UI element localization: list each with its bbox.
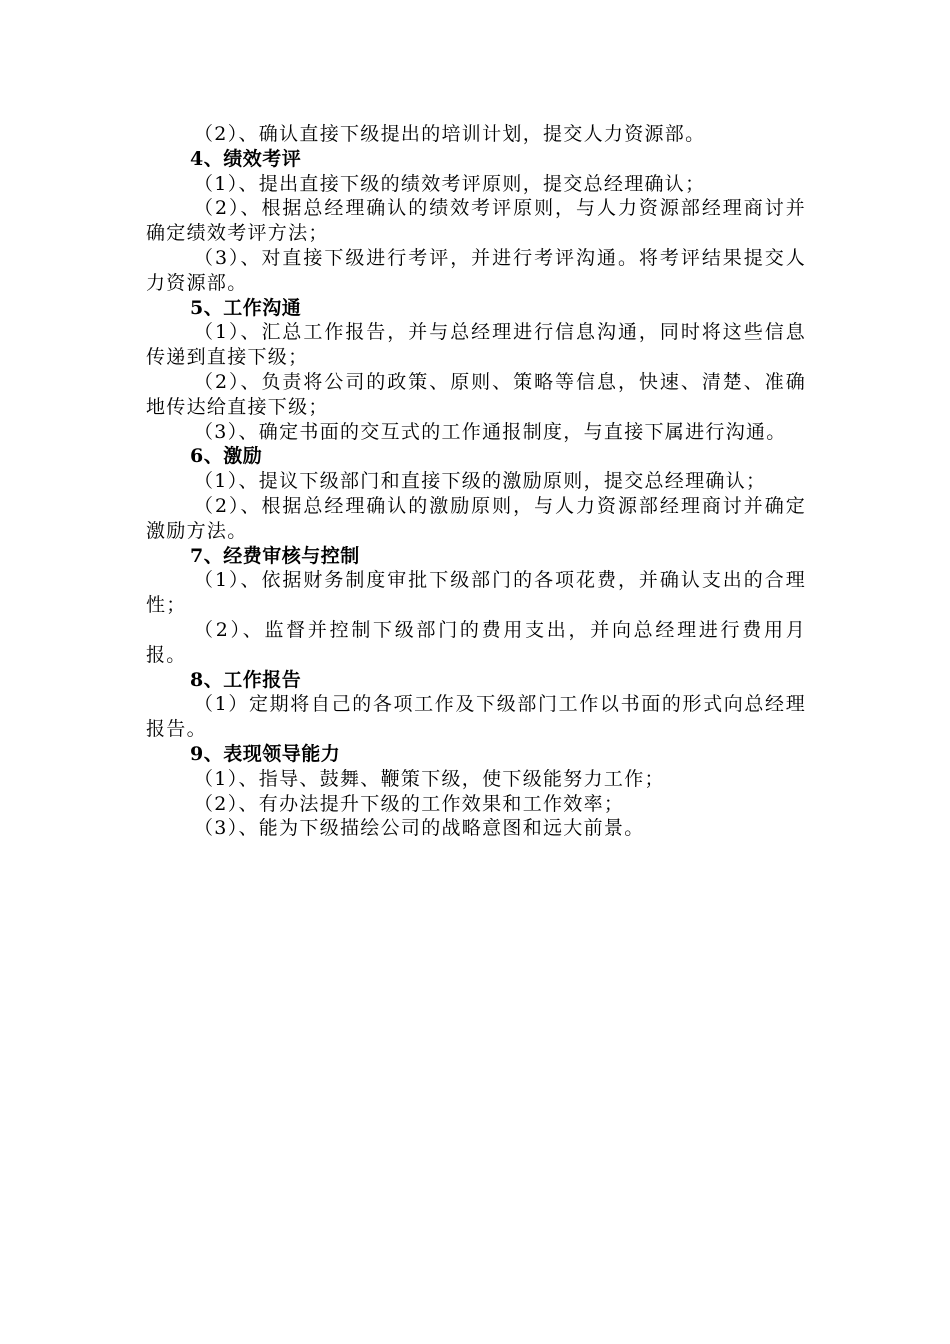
section-heading: 4、绩效考评 [190,147,302,170]
paragraph: （1）、指导、鼓舞、鞭策下级，使下级能努力工作； [194,767,665,790]
section-heading: 8、工作报告 [190,668,302,691]
paragraph: （2）、根据总经理确认的激励原则，与人力资源部经理商讨并确定激励方法。 [146,494,806,542]
paragraph: （2）、有办法提升下级的工作效果和工作效率； [194,792,625,815]
paragraph: （1）、提出直接下级的绩效考评原则，提交总经理确认； [194,172,706,195]
paragraph: （3）、确定书面的交互式的工作通报制度，与直接下属进行沟通。 [194,420,787,443]
paragraph: （2）、监督并控制下级部门的费用支出，并向总经理进行费用月报。 [146,618,806,666]
section-heading: 7、经费审核与控制 [190,544,360,567]
paragraph: （2）、确认直接下级提出的培训计划，提交人力资源部。 [194,123,706,145]
document-page [146,122,806,841]
section-heading: 9、表现领导能力 [190,742,341,765]
paragraph: （1）定期将自己的各项工作及下级部门工作以书面的形式向总经理报告。 [146,693,806,741]
paragraph: （1）、提议下级部门和直接下级的激励原则，提交总经理确认； [194,470,767,493]
paragraph: （2）、根据总经理确认的绩效考评原则，与人力资源部经理商讨并确定绩效考评方法； [146,197,806,245]
section-heading: 5、工作沟通 [190,296,302,319]
paragraph: （1）、汇总工作报告，并与总经理进行信息沟通，同时将这些信息传递到直接下级； [146,321,806,369]
paragraph: （3）、对直接下级进行考评，并进行考评沟通。将考评结果提交人力资源部。 [146,246,806,294]
paragraph: （1）、依据财务制度审批下级部门的各项花费，并确认支出的合理性； [146,569,806,617]
paragraph: （2）、负责将公司的政策、原则、策略等信息，快速、清楚、准确地传达给直接下级； [146,370,806,418]
paragraph: （3）、能为下级描绘公司的战略意图和远大前景。 [194,817,645,840]
section-heading: 6、激励 [190,445,263,468]
